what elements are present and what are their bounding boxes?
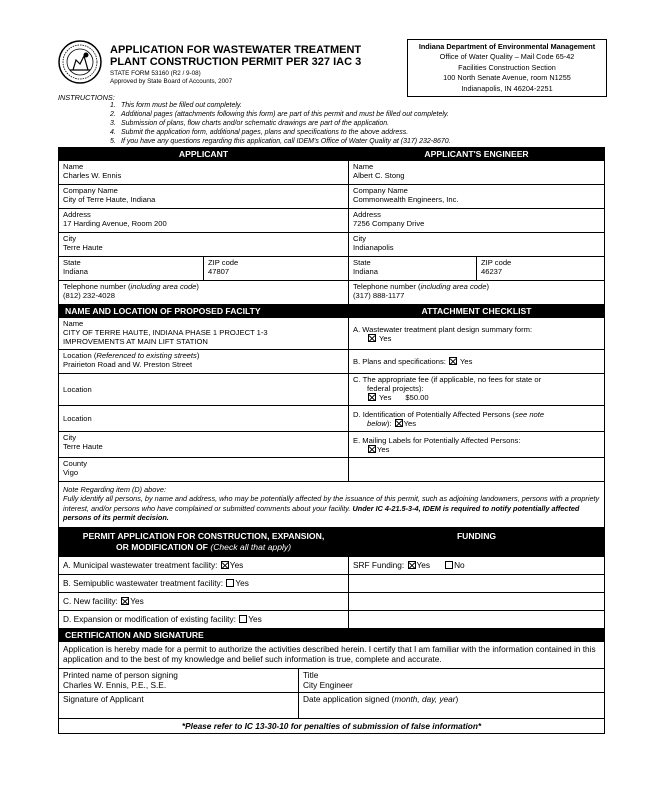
engineer-state-field[interactable]: State Indiana [349,257,477,281]
permit-header: PERMIT APPLICATION FOR CONSTRUCTION, EXPANSION, OR MODIFICATION OF (Check all that apply) [59,527,349,556]
checklist-header: ATTACHMENT CHECKLIST [349,305,605,318]
permit-item-b: B. Semipublic wastewater treatment facility: Yes [59,574,349,592]
signature-field[interactable]: Signature of Applicant [59,693,299,719]
engineer-company-field[interactable]: Company Name Commonwealth Engineers, Inc. [349,185,605,209]
instruction-item: 2. Additional pages (attachments following this form) are part of this permit and must be filled out completely. [110,111,449,118]
engineer-address-field[interactable]: Address 7256 Company Drive [349,209,605,233]
instructions-heading: INSTRUCTIONS: [58,93,115,102]
title-line-1: APPLICATION FOR WASTEWATER TREATMENT [110,44,362,56]
checkbox-d-yes[interactable] [395,419,403,427]
checkbox-new-facility-yes[interactable] [121,597,129,605]
note-body: Fully identify all persons, by name and address, who may be potentially affected by the issuance of this permit, such as adjoining landowners, persons with a propriety interest, and/or persons who have complained or submitted comments about your facility. [63,494,600,513]
facility-location-2-field[interactable]: Location [59,374,349,406]
note-heading: Note Regarding item (D) above: [63,485,167,494]
agency-name: Indiana Department of Environmental Management [418,42,596,51]
note-item-d [59,482,605,528]
applicant-name: Charles W. Ennis [63,171,122,180]
fee-amount: $50.00 [405,393,429,402]
agency-line-1: Office of Water Quality – Mail Code 65-42 [439,52,575,62]
form-title [110,44,400,68]
checklist-item-a: A. Wastewater treatment plant design summary form: Yes [349,318,605,350]
checklist-item-d: D. Identification of Potentially Affected Persons (see note below): Yes [349,406,605,432]
facility-name-field[interactable]: Name CITY OF TERRE HAUTE, INDIANA PHASE 1 PROJECT 1-3 IMPROVEMENTS AT MAIN LIFT STATION [59,318,349,350]
checklist-item-c: C. The appropriate fee (if applicable, no fees for state or federal projects): Yes $50.00 [349,374,605,406]
instructions-list [110,101,451,146]
checkbox-expansion-yes[interactable] [239,615,247,623]
checkbox-e-yes[interactable] [368,445,376,453]
agency-line-2: Facilities Construction Section [458,62,556,72]
checklist-empty-cell [349,458,605,482]
note-bold: Under IC 4-21.5-3-4, IDEM is required to notify potentially affected persons of its permit decision. [63,503,580,523]
checklist-item-b: B. Plans and specifications: Yes [349,350,605,374]
applicant-zip-field[interactable]: ZIP code 47807 [204,257,349,281]
permit-item-a: A. Municipal wastewater treatment facility: Yes [59,556,349,574]
applicant-header: APPLICANT [59,148,349,161]
applicant-company-field[interactable]: Company Name City of Terre Haute, Indiana [59,185,349,209]
engineer-header: APPLICANT'S ENGINEER [349,148,605,161]
state-seal-icon [58,40,102,84]
penalty-footer: *Please refer to IC 13-30-10 for penalties of submission of false information* [59,719,605,734]
printed-name-field[interactable]: Printed name of person signing Charles W. Ennis, P.E., S.E. [59,669,299,693]
checkbox-srf-no[interactable] [445,561,453,569]
applicant-name-field[interactable]: Name Charles W. Ennis [59,161,349,185]
srf-funding: SRF Funding: Yes No [349,556,605,574]
engineer-name-field[interactable]: Name Albert C. Stong [349,161,605,185]
permit-item-d: D. Expansion or modification of existing facility: Yes [59,610,349,628]
date-signed-field[interactable]: Date application signed (month, day, year) [299,693,605,719]
facility-location-3-field[interactable]: Location [59,406,349,432]
instruction-item: 1. This form must be filled out completely. [110,102,242,109]
permit-item-c: C. New facility: Yes [59,592,349,610]
engineer-zip-field[interactable]: ZIP code 46237 [477,257,605,281]
instruction-item: 3. Submission of plans, flow charts and/or schematic drawings are part of the application. [110,120,390,127]
application-form-table [58,147,605,734]
checkbox-srf-yes[interactable] [408,561,416,569]
facility-location-1-field[interactable]: Location (Referenced to existing streets) Prairieton Road and W. Preston Street [59,350,349,374]
checklist-item-e: E. Mailing Labels for Potentially Affected Persons: Yes [349,432,605,458]
certification-text: Application is hereby made for a permit to authorize the activities described herein. I certify that I am familiar with the information contained in this application and to the best of my knowledge and belief such information is true, complete and accurate. [59,641,605,668]
funding-header: FUNDING [349,527,605,556]
funding-empty-3 [349,610,605,628]
agency-line-4: Indianapolis, IN 46204-2251 [461,83,553,93]
applicant-phone-field[interactable]: Telephone number (including area code) (812) 232-4028 [59,281,349,305]
form-number: STATE FORM 53160 (R2 / 9-08) [110,70,201,77]
checkbox-b-yes[interactable] [449,357,457,365]
agency-address-box [407,39,607,97]
title-field[interactable]: Title City Engineer [299,669,605,693]
facility-county-field[interactable]: County Vigo [59,458,349,482]
funding-empty-1 [349,574,605,592]
certification-header: CERTIFICATION AND SIGNATURE [59,628,605,641]
funding-empty-2 [349,592,605,610]
engineer-city-field[interactable]: City Indianapolis [349,233,605,257]
approved-by: Approved by State Board of Accounts, 2007 [110,78,233,85]
applicant-address-field[interactable]: Address 17 Harding Avenue, Room 200 [59,209,349,233]
checkbox-a-yes[interactable] [368,334,376,342]
engineer-phone-field[interactable]: Telephone number (including area code) (317) 888-1177 [349,281,605,305]
title-line-2: PLANT CONSTRUCTION PERMIT PER 327 IAC 3 [110,56,362,68]
checkbox-municipal-yes[interactable] [221,561,229,569]
instruction-item: 4. Submit the application form, additional pages, plans and specifications to the above address. [110,129,409,136]
checkbox-semipublic-yes[interactable] [226,579,234,587]
instruction-item: 5. If you have any questions regarding this application, call IDEM's Office of Water Quality at (317) 232-8670. [110,138,451,145]
facility-header: NAME AND LOCATION OF PROPOSED FACILTY [59,305,349,318]
applicant-city-field[interactable]: City Terre Haute [59,233,349,257]
facility-city-field[interactable]: City Terre Haute [59,432,349,458]
agency-line-3: 100 North Senate Avenue, room N1255 [443,73,571,83]
applicant-state-field[interactable]: State Indiana [59,257,204,281]
engineer-name: Albert C. Stong [353,171,405,180]
checkbox-c-yes[interactable] [368,393,376,401]
